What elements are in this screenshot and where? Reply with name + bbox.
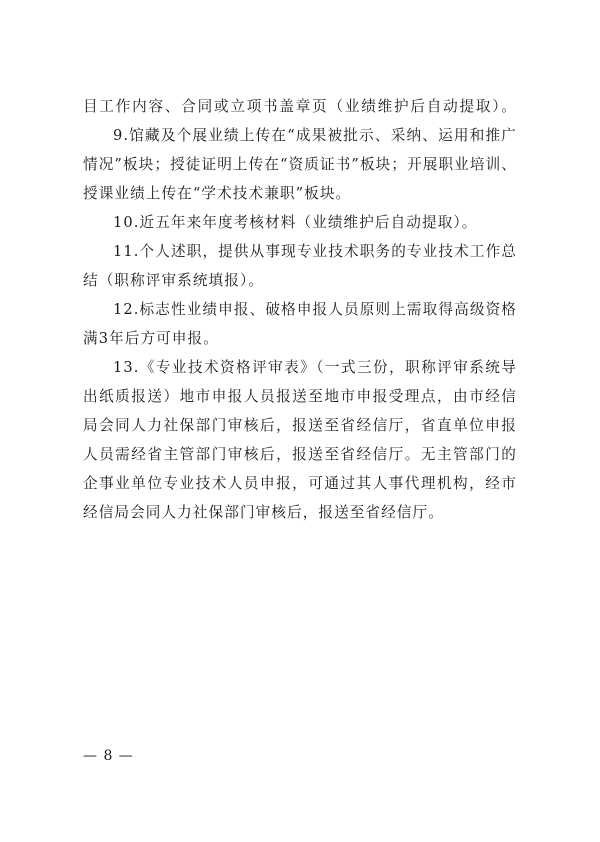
body-line-item-13-cont-2: 局会同人力社保部门审核后，报送至省经信厅，省直单位申报 [83, 417, 517, 434]
body-line-item-13-cont-4: 企事业单位专业技术人员申报，可通过其人事代理机构，经市 [83, 475, 517, 492]
body-line-item-9-start: 9.馆藏及个展业绩上传在“成果被批示、采纳、运用和推广 [113, 127, 517, 144]
body-line-item-13-end: 经信局会同人力社保部门审核后，报送至省经信厅。 [83, 504, 444, 521]
body-line-continuation-item-8: 目工作内容、合同或立项书盖章页（业绩维护后自动提取）。 [83, 98, 517, 115]
body-line-item-9-end: 授课业绩上传在“学术技术兼职”板块。 [83, 185, 352, 202]
document-body [83, 92, 517, 527]
body-line-item-10: 10.近五年来年度考核材料（业绩维护后自动提取）。 [113, 214, 478, 231]
body-line-item-12-start: 12.标志性业绩申报、破格申报人员原则上需取得高级资格 [113, 301, 517, 318]
body-line-item-9-cont: 情况”板块；授徒证明上传在“资质证书”板块；开展职业培训、 [83, 156, 517, 173]
body-line-item-13-start: 13.《专业技术资格评审表》（一式三份，职称评审系统导 [113, 359, 517, 376]
body-line-item-13-cont-1: 出纸质报送）地市申报人员报送至地市申报受理点，由市经信 [83, 388, 517, 405]
body-line-item-13-cont-3: 人员需经省主管部门审核后，报送至省经信厅。无主管部门的 [83, 446, 517, 463]
page-number: — 8 — [83, 748, 134, 764]
body-line-item-11-end: 结（职称评审系统填报）。 [83, 272, 265, 289]
body-line-item-12-end: 满3年后方可申报。 [83, 330, 219, 347]
body-line-item-11-start: 11.个人述职，提供从事现专业技术职务的专业技术工作总 [113, 243, 517, 260]
